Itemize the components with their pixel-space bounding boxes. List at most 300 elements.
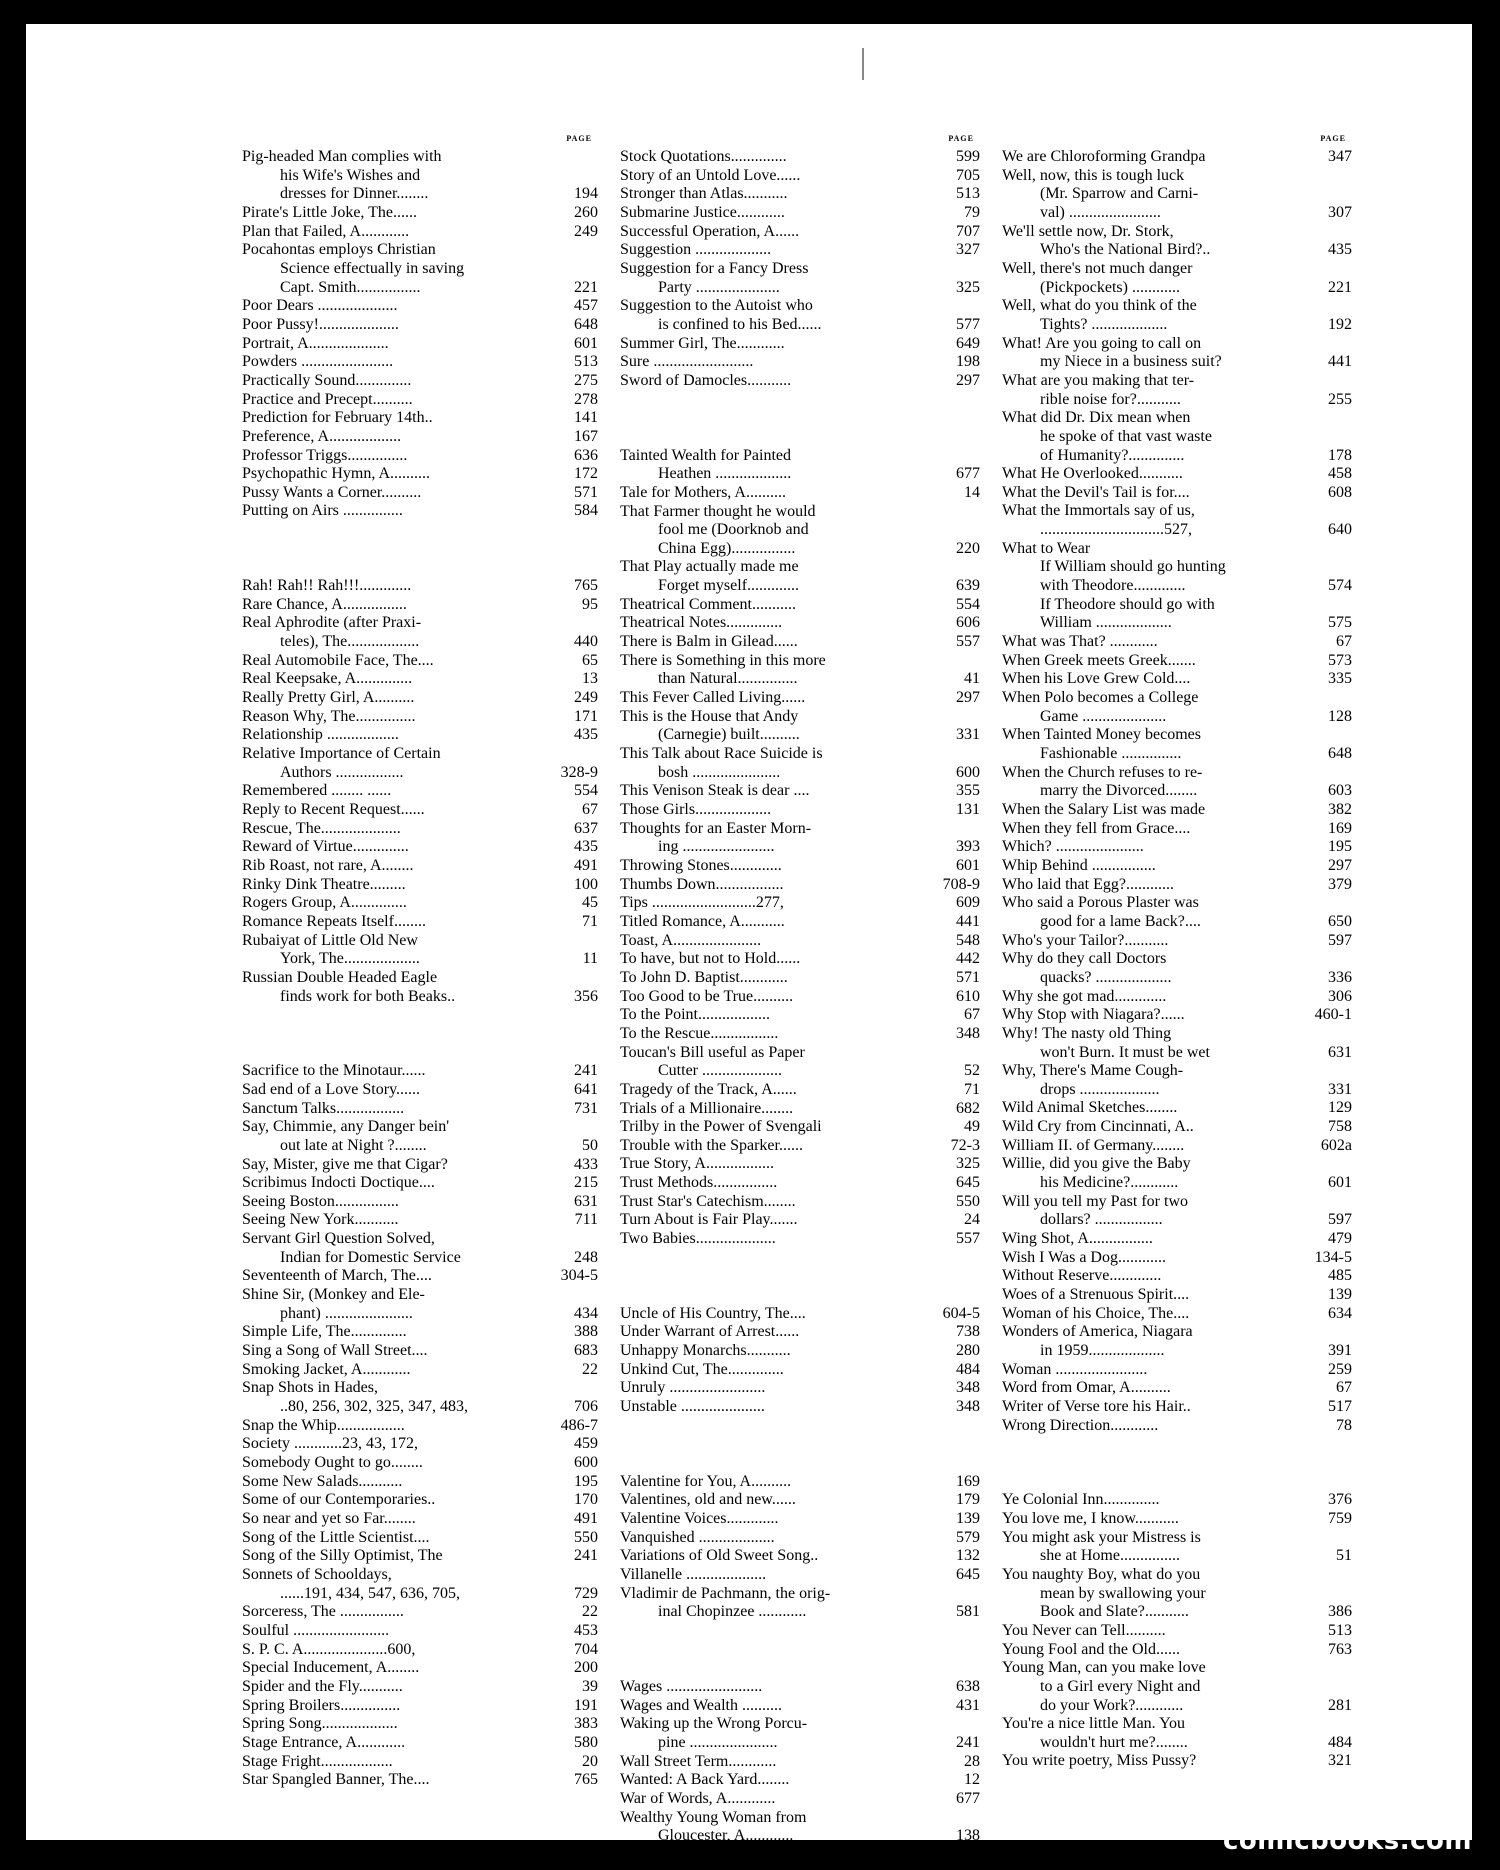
index-entry-page: 571 xyxy=(574,483,598,501)
index-entry-title: Rescue, The.................... xyxy=(242,819,401,837)
index-entry-title: Why do they call Doctors xyxy=(1002,950,1167,968)
index-entry-page: 649 xyxy=(956,334,980,352)
index-entry-page: 22 xyxy=(582,1603,598,1621)
index-entry-page: 348 xyxy=(956,1379,980,1397)
index-entry-page: 435 xyxy=(1328,241,1352,259)
index-entry-page: 129 xyxy=(1328,1099,1352,1117)
index-entry-title: Romance Repeats Itself........ xyxy=(242,912,426,930)
index-entry-page: 321 xyxy=(1328,1752,1352,1770)
index-entry-title: Real Automobile Face, The.... xyxy=(242,651,434,669)
index-entry xyxy=(620,1081,980,1100)
index-entry-title: Reason Why, The............... xyxy=(242,707,416,725)
index-entry xyxy=(242,1734,598,1753)
index-entry xyxy=(620,1790,980,1809)
index-entry-title: Trust Star's Catechism........ xyxy=(620,1192,796,1210)
index-entry-page: 255 xyxy=(1328,390,1352,408)
index-entry-title: Practice and Precept.......... xyxy=(242,390,413,408)
index-entry-page: 550 xyxy=(956,1192,980,1210)
index-entry-title: This Fever Called Living...... xyxy=(620,689,806,707)
index-entry xyxy=(1002,372,1352,409)
index-entry-title: Suggestion for a Fancy Dress xyxy=(620,259,809,277)
index-entry-page: 249 xyxy=(574,222,598,240)
index-entry-page: 431 xyxy=(956,1696,980,1714)
index-entry-title: out late at Night ?........ xyxy=(280,1136,427,1154)
index-entry-page: 241 xyxy=(574,1062,598,1080)
index-entry xyxy=(242,204,598,223)
watermark-text: comicbooks.com xyxy=(1222,1826,1472,1856)
index-entry-title: Well, now, this is tough luck xyxy=(1002,166,1185,184)
index-entry xyxy=(620,1305,980,1324)
index-entry-title: You love me, I know........... xyxy=(1002,1509,1179,1527)
index-entry-page: 194 xyxy=(574,185,598,203)
index-entry-page: 460-1 xyxy=(1314,1006,1352,1024)
index-entry-title: Pocahontas employs Christian xyxy=(242,241,436,259)
index-entry xyxy=(242,969,598,1006)
index-entry-page: 453 xyxy=(574,1621,598,1639)
index-entry-title: Word from Omar, A.......... xyxy=(1002,1379,1171,1397)
index-entry-title: So near and yet so Far........ xyxy=(242,1509,416,1527)
index-entry-title: Star Spangled Banner, The.... xyxy=(242,1771,430,1789)
index-entry xyxy=(620,913,980,932)
index-entry xyxy=(620,1211,980,1230)
index-entry-page: 442 xyxy=(956,950,980,968)
index-entry-page: 348 xyxy=(956,1398,980,1416)
letter-group-gap xyxy=(620,1249,980,1305)
index-entry xyxy=(242,1603,598,1622)
index-entry xyxy=(620,260,980,297)
index-entry xyxy=(620,932,980,951)
index-entry-title: Pussy Wants a Corner.......... xyxy=(242,483,422,501)
index-entry-title: Sad end of a Love Story...... xyxy=(242,1080,421,1098)
index-entry-title: Unruly ........................ xyxy=(620,1379,766,1397)
index-entry-title: she at Home............... xyxy=(1040,1547,1180,1565)
index-entry xyxy=(1002,484,1352,503)
index-entry-page: 677 xyxy=(956,1789,980,1807)
index-entry xyxy=(620,876,980,895)
index-entry-title: Stage Entrance, A............ xyxy=(242,1733,406,1751)
index-entry-page: 12 xyxy=(964,1771,980,1789)
index-entry xyxy=(620,1753,980,1772)
index-entry-page: 645 xyxy=(956,1565,980,1583)
index-entry-title: Will you tell my Past for two xyxy=(1002,1192,1189,1210)
index-entry-title: Waking up the Wrong Porcu- xyxy=(620,1715,808,1733)
index-entry-page: 637 xyxy=(574,819,598,837)
index-entry-title: in 1959................... xyxy=(1040,1342,1165,1359)
index-entry-title: Remembered ........ ...... xyxy=(242,782,392,800)
index-entry-page: 706 xyxy=(574,1398,598,1416)
index-entry-page: 171 xyxy=(574,707,598,725)
index-entry xyxy=(242,353,598,372)
index-entry-title: Who said a Porous Plaster was xyxy=(1002,894,1199,912)
index-entry-page: 491 xyxy=(574,1509,598,1527)
index-entry xyxy=(242,820,598,839)
index-entry xyxy=(620,558,980,595)
index-entry xyxy=(1002,1062,1352,1099)
index-entry-title: Who laid that Egg?............ xyxy=(1002,875,1174,893)
index-entry-page: 440 xyxy=(574,633,598,651)
index-entry xyxy=(620,1137,980,1156)
index-entry-page: 597 xyxy=(1328,931,1352,949)
index-entry xyxy=(1002,1155,1352,1192)
index-entry-title: Unstable ..................... xyxy=(620,1398,765,1416)
index-entry-title: Trouble with the Sparker...... xyxy=(620,1136,803,1154)
index-entry-page: 241 xyxy=(574,1547,598,1565)
index-entry xyxy=(242,1361,598,1380)
index-entry xyxy=(242,297,598,316)
index-entry-title: inal Chopinzee ............ xyxy=(658,1603,807,1621)
index-entry-title: Song of the Little Scientist.... xyxy=(242,1528,430,1546)
index-entry-title: Theatrical Notes.............. xyxy=(620,614,783,632)
index-entry-title: Story of an Untold Love...... xyxy=(620,166,801,184)
index-entry-title: Trust Methods................ xyxy=(620,1174,778,1192)
index-entry xyxy=(1002,838,1352,857)
index-entry-title: Trials of a Millionaire........ xyxy=(620,1099,794,1117)
index-entry-page: 191 xyxy=(574,1696,598,1714)
index-entry-title: Why, There's Mame Cough- xyxy=(1002,1062,1184,1080)
index-entry-title: Seventeenth of March, The.... xyxy=(242,1267,432,1285)
index-entry-page: 67 xyxy=(582,801,598,818)
index-entry-page: 49 xyxy=(964,1118,980,1136)
index-entry xyxy=(620,1174,980,1193)
index-entry-title: do your Work?............ xyxy=(1040,1696,1184,1714)
index-entry-title: William II. of Germany........ xyxy=(1002,1136,1185,1154)
index-entry-title: Capt. Smith................ xyxy=(280,278,421,296)
index-entry xyxy=(1002,1566,1352,1622)
index-entry-title: Smoking Jacket, A............ xyxy=(242,1360,411,1378)
index-entry-title: ing ....................... xyxy=(658,838,775,856)
index-entry xyxy=(1002,726,1352,763)
index-entry-page: 297 xyxy=(1328,856,1352,874)
index-entry-page: 297 xyxy=(956,371,980,389)
index-entry-page: 557 xyxy=(956,1230,980,1248)
index-entry-title: Trilby in the Power of Svengali xyxy=(620,1118,822,1136)
index-entry-title: drops .................... xyxy=(1040,1080,1160,1098)
index-entry-title: That Farmer thought he would xyxy=(620,502,816,520)
index-entry-title: William ................... xyxy=(1040,614,1172,632)
index-entry xyxy=(620,167,980,186)
letter-group-gap xyxy=(242,521,598,577)
index-entry-page: 738 xyxy=(956,1323,980,1341)
index-entry-page: 78 xyxy=(1336,1416,1352,1434)
index-entry-page: 441 xyxy=(956,912,980,930)
index-entry xyxy=(1002,1715,1352,1752)
index-entry-title: Simple Life, The.............. xyxy=(242,1323,407,1341)
index-entry xyxy=(242,1697,598,1716)
index-entry-title: True Story, A................. xyxy=(620,1155,774,1173)
index-entry-title: good for a lame Back?.... xyxy=(1040,912,1201,930)
index-entry-title: Stage Fright.................. xyxy=(242,1752,393,1770)
index-entry-page: 575 xyxy=(1328,614,1352,632)
index-entry-title: marry the Divorced........ xyxy=(1040,782,1198,800)
index-entry-title: with Theodore............. xyxy=(1040,577,1186,595)
index-entry xyxy=(242,614,598,651)
index-entry-page: 79 xyxy=(964,203,980,221)
index-entry-title: Gloucester, A............ xyxy=(658,1827,794,1845)
index-entry xyxy=(620,820,980,857)
index-entry-page: 280 xyxy=(956,1342,980,1360)
index-entry-page: 485 xyxy=(1328,1267,1352,1285)
index-entry-title: Spring Song................... xyxy=(242,1715,398,1733)
index-entry xyxy=(242,316,598,335)
index-entry xyxy=(620,1342,980,1361)
index-entry-title: (Pickpockets) ............ xyxy=(1040,278,1180,296)
index-entry-title: Successful Operation, A...... xyxy=(620,222,800,240)
index-entry-title: To John D. Baptist............ xyxy=(620,968,788,986)
index-entry xyxy=(620,1678,980,1697)
index-entry-page: 297 xyxy=(956,689,980,707)
index-entry xyxy=(1002,988,1352,1007)
index-entry-page: 758 xyxy=(1328,1118,1352,1136)
index-entry-page: 441 xyxy=(1328,353,1352,371)
index-entry-title: Wild Cry from Cincinnati, A.. xyxy=(1002,1118,1194,1136)
index-entry-title: Snap Shots in Hades, xyxy=(242,1379,378,1397)
index-entry-page: 327 xyxy=(956,241,980,259)
letter-group-gap xyxy=(242,1006,598,1062)
index-entry xyxy=(242,465,598,484)
index-entry-title: mean by swallowing your xyxy=(1040,1584,1206,1602)
index-entry-title: Vanquished ................... xyxy=(620,1528,775,1546)
index-entry-title: What was That? ............ xyxy=(1002,633,1158,651)
index-entry-title: Tights? ................... xyxy=(1040,315,1168,333)
index-entry-title: Wealthy Young Woman from xyxy=(620,1808,807,1826)
index-entry xyxy=(242,241,598,297)
index-entry-page: 14 xyxy=(964,483,980,501)
index-entry xyxy=(620,335,980,354)
index-entry xyxy=(242,1417,598,1436)
index-entry-title: There is Balm in Gilead...... xyxy=(620,633,798,651)
index-entry-title: teles), The.................. xyxy=(280,633,420,651)
index-entry-title: won't Burn. It must be wet xyxy=(1040,1043,1210,1061)
index-entry xyxy=(242,372,598,391)
index-entry-page: 169 xyxy=(1328,819,1352,837)
index-entry-page: 170 xyxy=(574,1491,598,1509)
index-entry-page: 391 xyxy=(1328,1342,1352,1359)
index-entry xyxy=(620,1100,980,1119)
index-entry-title: Reward of Virtue.............. xyxy=(242,838,409,856)
index-entry xyxy=(620,503,980,559)
index-entry-page: 28 xyxy=(964,1752,980,1770)
index-entry xyxy=(620,1547,980,1566)
index-entry-title: my Niece in a business suit? xyxy=(1040,353,1222,371)
index-entry-title: Practically Sound.............. xyxy=(242,371,412,389)
index-entry-title: To have, but not to Hold...... xyxy=(620,950,801,968)
index-entry-page: 71 xyxy=(964,1080,980,1098)
index-entry-page: 599 xyxy=(956,148,980,165)
index-entry xyxy=(1002,1622,1352,1641)
index-entry-title: Why Stop with Niagara?...... xyxy=(1002,1006,1185,1024)
index-entry-title: Sorceress, The ................ xyxy=(242,1603,404,1621)
index-entry xyxy=(1002,502,1352,539)
index-entry-page: 458 xyxy=(1328,465,1352,483)
index-entry xyxy=(1002,1099,1352,1118)
index-entry-page: 513 xyxy=(956,185,980,203)
index-entry xyxy=(620,1193,980,1212)
index-entry xyxy=(242,1566,598,1603)
index-entry-title: This Venison Steak is dear .... xyxy=(620,782,810,800)
index-entry xyxy=(620,689,980,708)
index-entry xyxy=(1002,1193,1352,1230)
index-entry-title: This is the House that Andy xyxy=(620,707,799,725)
index-entry-page: 634 xyxy=(1328,1304,1352,1322)
index-entry xyxy=(620,745,980,782)
index-entry-page: 260 xyxy=(574,203,598,221)
index-entry xyxy=(242,1342,598,1361)
index-entry xyxy=(242,596,598,615)
index-entry-title: Young Man, can you make love xyxy=(1002,1659,1206,1677)
index-entry xyxy=(242,1454,598,1473)
index-entry-title: Real Aphrodite (after Praxi- xyxy=(242,614,422,632)
index-entry-title: Wanted: A Back Yard........ xyxy=(620,1771,790,1789)
index-entry-page: 307 xyxy=(1328,203,1352,221)
index-entry-page: 648 xyxy=(574,315,598,333)
index-entry xyxy=(1002,1286,1352,1305)
index-entry-title: Soulful ........................ xyxy=(242,1621,390,1639)
index-entry-title: Without Reserve............. xyxy=(1002,1267,1162,1285)
index-entry-title: China Egg)................ xyxy=(658,539,796,557)
index-entry xyxy=(620,782,980,801)
index-entry-page: 71 xyxy=(582,912,598,930)
index-entry-page: 759 xyxy=(1328,1509,1352,1527)
index-entry-page: 554 xyxy=(574,782,598,800)
index-entry-title: of Humanity?.............. xyxy=(1040,446,1185,464)
index-entry xyxy=(242,1529,598,1548)
index-entry-title: Authors ................. xyxy=(280,763,404,781)
index-entry-page: 215 xyxy=(574,1174,598,1192)
index-entry-title: Putting on Airs ............... xyxy=(242,502,403,520)
index-entry-title: You're a nice little Man. You xyxy=(1002,1715,1186,1733)
index-entry-page: 347 xyxy=(1328,148,1352,165)
index-entry-page: 72-3 xyxy=(950,1136,980,1154)
index-entry-title: bosh ...................... xyxy=(658,763,781,781)
index-entry-title: Science effectually in saving xyxy=(280,259,465,277)
index-entry xyxy=(1002,260,1352,297)
index-entry-page: 581 xyxy=(956,1603,980,1621)
index-entry-title: Somebody Ought to go........ xyxy=(242,1454,423,1471)
index-entry xyxy=(620,297,980,334)
index-entry-title: You naughty Boy, what do you xyxy=(1002,1565,1201,1583)
index-entry-title: Rare Chance, A................ xyxy=(242,595,407,613)
index-entry-title: Some New Salads........... xyxy=(242,1472,403,1490)
index-entry xyxy=(620,148,980,167)
index-entry-page: 356 xyxy=(574,987,598,1005)
index-entry-page: 603 xyxy=(1328,782,1352,800)
index-entry xyxy=(1002,1752,1352,1771)
index-entry xyxy=(1002,1659,1352,1715)
index-entry-page: 707 xyxy=(956,222,980,240)
index-entry xyxy=(242,577,598,596)
index-entry-page: 241 xyxy=(956,1733,980,1751)
index-entry-title: phant) ...................... xyxy=(280,1304,413,1322)
index-entry-title: Fashionable ............... xyxy=(1040,745,1182,762)
index-entry-page: 645 xyxy=(956,1174,980,1192)
index-entry-title: Indian for Domestic Service xyxy=(280,1248,461,1266)
index-column-2 xyxy=(620,134,980,1846)
index-entry xyxy=(1002,167,1352,223)
index-entry-title: Well, what do you think of the xyxy=(1002,297,1197,315)
index-entry-title: What the Immortals say of us, xyxy=(1002,502,1195,520)
index-entry-title: Pig-headed Man complies with xyxy=(242,148,442,165)
index-entry-page: 139 xyxy=(1328,1286,1352,1304)
index-entry-title: Willie, did you give the Baby xyxy=(1002,1155,1191,1173)
index-entry-page: 131 xyxy=(956,801,980,818)
index-entry-page: 52 xyxy=(964,1062,980,1080)
index-entry xyxy=(1002,876,1352,895)
index-entry-title: Writer of Verse tore his Hair.. xyxy=(1002,1397,1191,1415)
index-entry-title: Stronger than Atlas........... xyxy=(620,185,788,203)
index-entry-title: pine ...................... xyxy=(658,1733,778,1751)
index-entry-page: 457 xyxy=(574,297,598,315)
index-entry-title: If Theodore should go with xyxy=(1040,595,1215,613)
index-entry-title: Party ..................... xyxy=(658,278,780,296)
index-entry-title: Tale for Mothers, A.......... xyxy=(620,483,786,501)
index-entry-title: Why! The nasty old Thing xyxy=(1002,1024,1172,1042)
index-entry xyxy=(620,1025,980,1044)
index-entry-title: Servant Girl Question Solved, xyxy=(242,1230,435,1248)
index-entry xyxy=(1002,1398,1352,1417)
index-entry-title: than Natural............... xyxy=(658,670,798,688)
index-entry-page: 169 xyxy=(956,1472,980,1490)
index-entry xyxy=(242,1267,598,1286)
index-entry-page: 172 xyxy=(574,465,598,483)
index-entry xyxy=(1002,297,1352,334)
index-entry-title: Whip Behind ................ xyxy=(1002,856,1156,874)
index-entry-page: 682 xyxy=(956,1099,980,1117)
index-entry-page: 95 xyxy=(582,595,598,613)
index-entry-title: Sacrifice to the Minotaur...... xyxy=(242,1062,426,1080)
index-entry-title: Submarine Justice............ xyxy=(620,203,785,221)
index-column-3 xyxy=(1002,134,1352,1771)
index-entry xyxy=(242,409,598,428)
index-entry xyxy=(620,223,980,242)
index-entry xyxy=(620,1323,980,1342)
index-entry-title: Cutter .................... xyxy=(658,1062,782,1080)
index-entry-page: 435 xyxy=(574,838,598,856)
index-entry-title: If William should go hunting xyxy=(1040,558,1226,576)
index-entry-title: his Medicine?............ xyxy=(1040,1174,1179,1192)
index-entry-title: Society ............23, 43, 172, xyxy=(242,1435,418,1453)
index-entry-title: Turn About is Fair Play....... xyxy=(620,1211,798,1229)
index-entry-page: 376 xyxy=(1328,1491,1352,1509)
index-entry-title: War of Words, A............ xyxy=(620,1789,776,1807)
index-entry-title: fool me (Doorknob and xyxy=(658,521,809,539)
index-entry-page: 641 xyxy=(574,1080,598,1098)
index-entry xyxy=(1002,820,1352,839)
index-entry-page: 557 xyxy=(956,633,980,651)
index-entry-page: 138 xyxy=(956,1827,980,1845)
index-entry-title: Plan that Failed, A............ xyxy=(242,222,410,240)
index-entry-page: 577 xyxy=(956,315,980,333)
index-entry-page: 597 xyxy=(1328,1211,1352,1229)
index-entry-title: Those Girls................... xyxy=(620,801,772,818)
index-entry-title: val) ....................... xyxy=(1040,203,1161,221)
index-entry xyxy=(620,1529,980,1548)
index-entry-title: rible noise for?........... xyxy=(1040,390,1181,408)
index-entry-page: 484 xyxy=(956,1360,980,1378)
index-entry-title: Woman ....................... xyxy=(1002,1360,1148,1378)
index-entry-title: Under Warrant of Arrest...... xyxy=(620,1323,800,1341)
index-entry xyxy=(620,447,980,484)
index-entry-title: Woman of his Choice, The.... xyxy=(1002,1304,1190,1322)
letter-group-gap xyxy=(620,391,980,447)
index-entry-title: Tainted Wealth for Painted xyxy=(620,446,792,464)
index-entry-title: Sing a Song of Wall Street.... xyxy=(242,1342,428,1360)
index-entry-title: Theatrical Comment........... xyxy=(620,595,796,613)
index-entry-title: Who's your Tailor?........... xyxy=(1002,931,1169,949)
index-entry-page: 479 xyxy=(1328,1230,1352,1248)
index-entry xyxy=(1002,764,1352,801)
index-entry-page: 335 xyxy=(1328,670,1352,688)
index-entry-title: Titled Romance, A........... xyxy=(620,912,785,930)
